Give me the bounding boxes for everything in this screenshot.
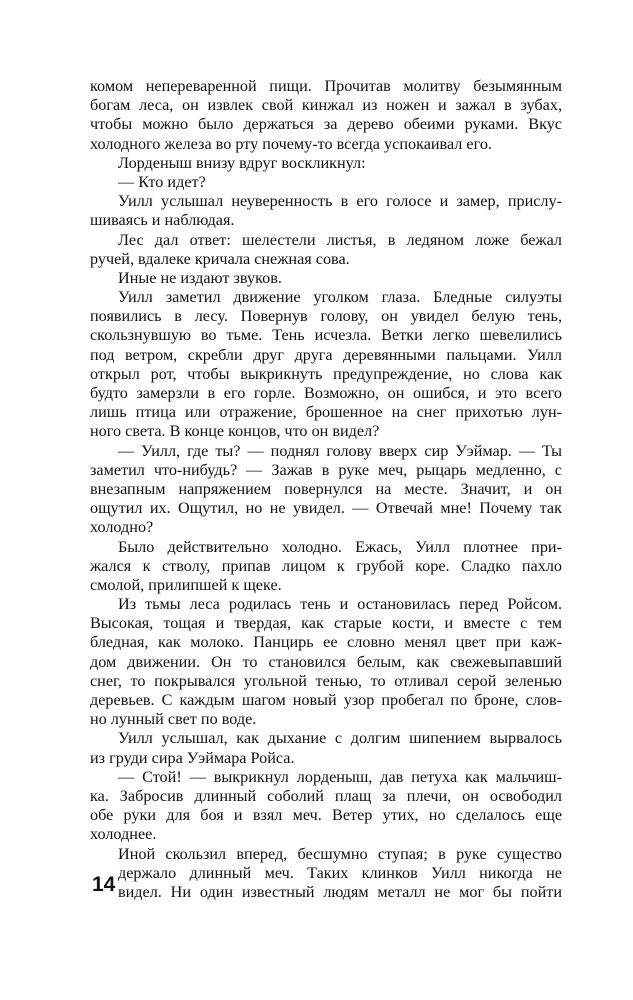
text-line: шиваясь и наблюдая. (90, 211, 235, 230)
text-line: бледная, как молоко. Панцирь ее словно менял цвет при каж- (90, 633, 562, 652)
text-line: — Уилл, где ты? — поднял голову вверх сир Уэймар. — Ты (118, 441, 562, 460)
text-line: снег, то покрывался угольной тенью, то отливал серой зеленью (90, 671, 562, 690)
text-line: богам леса, он извлек свой кинжал из ножен и зажал в зубах, (90, 96, 562, 115)
text-line: ного света. В конце концов, что он видел? (90, 422, 380, 441)
text-line: появились в лесу. Повернув голову, он увидел белую тень, (90, 307, 562, 326)
text-line: — Стой! — выкрикнул лорденыш, дав петуха как мальчиш- (118, 767, 562, 786)
text-line: — Кто идет? (118, 172, 206, 191)
text-line: деревьев. С каждым шагом новый узор пробегал по броне, слов- (90, 691, 562, 709)
text-line: внезапным напряжением повернулся на месте. Значит, и он (90, 479, 562, 498)
text-line: но лунный свет по воде. (90, 710, 257, 729)
text-line: ручей, вдалеке кричала снежная сова. (90, 249, 350, 268)
text-line: Иные не издают звуков. (118, 268, 282, 287)
text-line: Иной скользил вперед, бесшумно ступая; в руке существо (118, 844, 562, 863)
text-line: Было действительно холодно. Ежась, Уилл плотнее при- (118, 537, 562, 556)
text-line: будто замерзли в его горле. Возможно, он ошибся, и это всего (90, 384, 562, 402)
text-line: Уилл услышал, как дыхание с долгим шипением вырвалось (118, 729, 562, 748)
text-line: холоднее. (90, 825, 157, 844)
text-line: Лорденыш внизу вдруг воскликнул: (118, 153, 366, 172)
text-line: лишь птица или отражение, брошенное на снег прихотью лун- (90, 403, 562, 422)
text-line: скользнувшую во тьме. Тень исчезла. Ветки легко шевелились (90, 326, 562, 345)
text-line: открыл рот, чтобы выкрикнуть предупреждение, но слова как (90, 364, 562, 383)
text-line: комом непереваренной пищи. Прочитав молитву безымянным (90, 77, 562, 95)
text-line: Из тьмы леса родилась тень и остановилась перед Ройсом. (118, 595, 562, 614)
text-line: смолой, прилипшей к щеке. (90, 575, 282, 594)
text-line: видел. Ни один известный людям металл не мог бы пойти (118, 882, 562, 901)
text-line: ка. Забросив длинный соболий плащ за плечи, он освободил (90, 786, 562, 805)
text-line: заметил что-нибудь? — Зажав в руке меч, рыцарь медленно, с (90, 460, 562, 479)
text-line: Уилл услышал неуверенность в его голосе и замер, прислу- (118, 192, 562, 211)
text-line: Уилл заметил движение уголком глаза. Бледные силуэты (118, 288, 562, 307)
text-line: обе руки для боя и взял меч. Ветер утих, но сделалось еще (90, 806, 562, 825)
page-number: 14 (92, 873, 116, 896)
text-line: из груди сира Уэймара Ройса. (90, 748, 295, 767)
text-line: жался к стволу, припав лицом к грубой коре. Сладко пахло (90, 556, 562, 575)
text-line: дом движении. Он то становился белым, как свежевыпавший (90, 652, 562, 671)
text-line: под ветром, скребли друг друга деревянными пальцами. Уилл (90, 345, 562, 364)
text-line: Лес дал ответ: шелестели листья, в ледяном ложе бежал (118, 230, 562, 249)
text-line: чтобы можно было держаться за дерево обеими руками. Вкус (90, 115, 562, 134)
text-line: Высокая, тощая и твердая, как старые кости, и вместе с тем (90, 614, 562, 633)
text-line: ощутил их. Ощутил, но не увидел. — Отвечай мне! Почему так (90, 499, 562, 518)
text-line: холодно? (90, 518, 154, 537)
text-line: держало длинный меч. Таких клинков Уилл никогда не (118, 863, 562, 882)
body-text (90, 77, 562, 902)
text-line: холодного железа во рту почему-то всегда успокаивал его. (90, 134, 492, 153)
